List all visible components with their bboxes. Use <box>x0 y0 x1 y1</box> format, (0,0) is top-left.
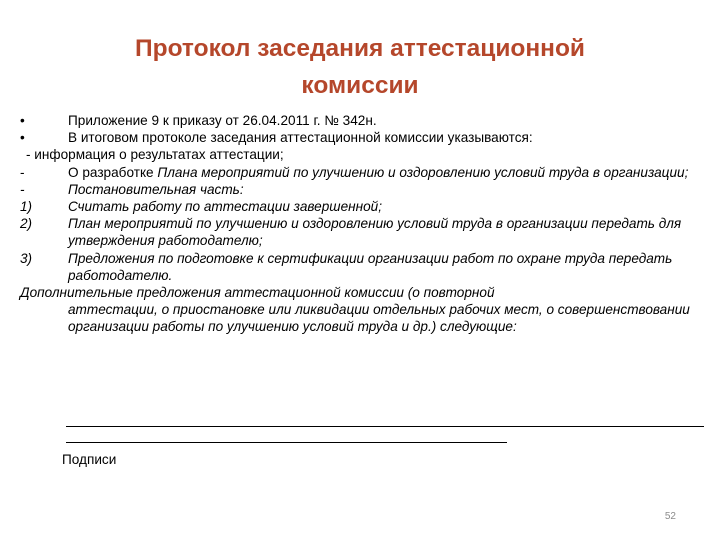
blank-line-2 <box>66 442 507 443</box>
bullet-marker: • <box>20 113 25 128</box>
list-item-text-italic: Плана мероприятий по улучшению и оздоровлению условий труда в организации; <box>157 164 689 180</box>
list-item-text: Предложения по подготовке к сертификации организации работ по охране труда передать работодателю. <box>68 250 673 283</box>
list-item-text-prefix: О разработке <box>68 164 158 180</box>
page-number: 52 <box>664 511 676 522</box>
dash-marker: - <box>20 181 25 197</box>
content-body <box>20 112 700 336</box>
list-item-text: Постановительная часть: <box>68 181 244 197</box>
list-item <box>20 164 700 181</box>
list-item-text: План мероприятий по улучшению и оздоровлению условий труда в организации передать для утверждения работодателю; <box>68 216 682 249</box>
number-marker: 2) <box>20 216 33 232</box>
slide-title <box>60 30 660 104</box>
list-item-text: В итоговом протоколе заседания аттестационной комиссии указываются: <box>68 130 533 146</box>
additional-proposals-first-line: Дополнительные предложения аттестационной комиссии (о повторной <box>20 285 495 301</box>
list-item <box>20 129 700 146</box>
list-item-text: Считать работу по аттестации завершенной; <box>68 199 382 215</box>
list-item <box>20 215 700 249</box>
list-item-text: - информация о результатах аттестации; <box>26 147 284 163</box>
number-marker: 3) <box>20 250 33 266</box>
title-line-2: комиссии <box>301 72 419 99</box>
list-item <box>20 112 700 129</box>
list-item <box>20 250 700 284</box>
signature-label: Подписи <box>62 452 117 467</box>
list-item <box>20 198 700 215</box>
list-item-text: Приложение 9 к приказу от 26.04.2011 г. № 342н. <box>68 113 377 128</box>
bullet-marker: • <box>20 130 25 146</box>
list-item <box>20 181 700 198</box>
additional-proposals-continuation: аттестации, о приостановке или ликвидации отдельных рабочих мест, о совершенствовании организации работы по улучшению условий труда и др.) следующие: <box>68 302 690 335</box>
dash-marker: - <box>20 164 25 180</box>
additional-proposals <box>20 284 700 336</box>
blank-line-1 <box>66 426 704 427</box>
title-line-1: Протокол заседания аттестационной <box>135 35 585 62</box>
list-item <box>20 146 700 163</box>
number-marker: 1) <box>20 199 33 215</box>
